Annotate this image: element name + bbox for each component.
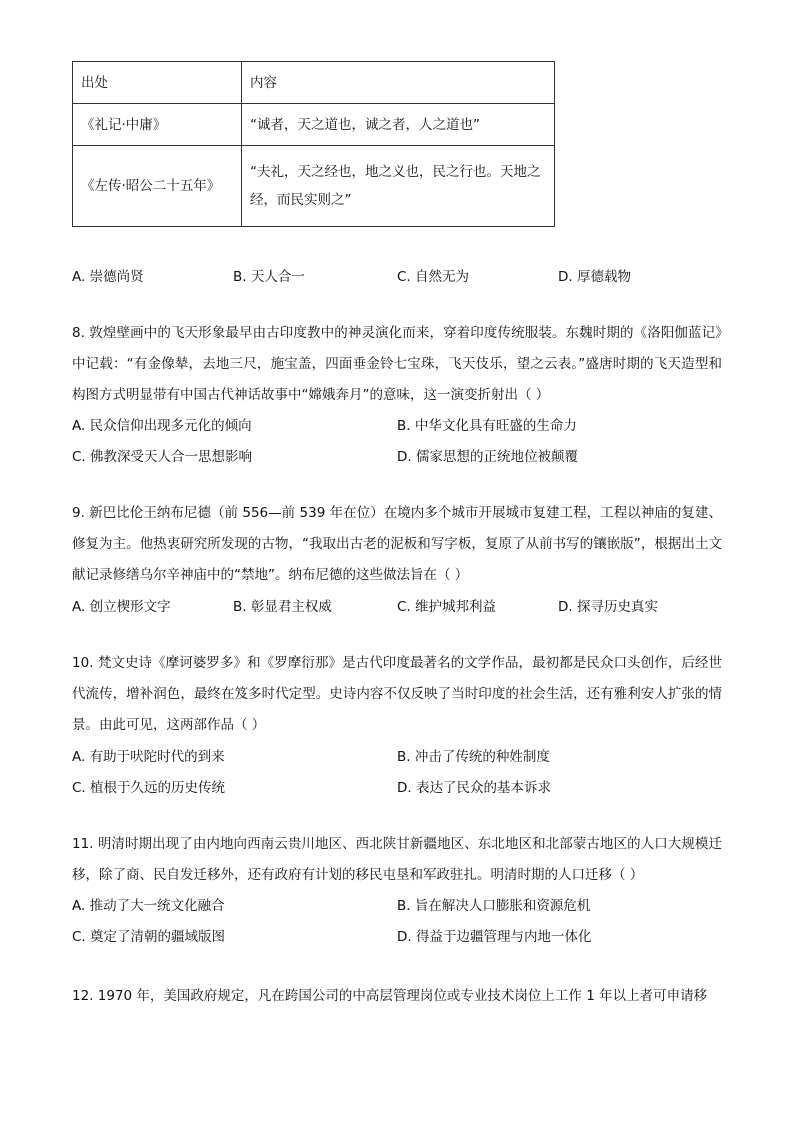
q7-options bbox=[72, 265, 722, 289]
q11-options bbox=[72, 925, 722, 949]
q7-option-c: C. 自然无为 bbox=[397, 269, 470, 285]
q10-option-d: D. 表达了民众的基本诉求 bbox=[397, 780, 551, 796]
table-row bbox=[73, 104, 555, 146]
q9-options bbox=[72, 595, 722, 619]
q11-options bbox=[72, 894, 722, 918]
table-header-source: 出处 bbox=[73, 62, 242, 104]
q8-stem: 8. 敦煌壁画中的飞天形象最早由古印度教中的神灵演化而来，穿着印度传统服装。东魏时期的《洛阳伽蓝记》中记载：“有金像辇，去地三尺，施宝盖，四面垂金铃七宝珠，飞天伎乐，望之云表。”盛唐时期的飞天造型和构图方式明显带有中国古代神话故事中“嫦娥奔月”的意味，这一演变折射出（ ） bbox=[72, 325, 722, 403]
table-header-row bbox=[73, 62, 555, 104]
q8-options bbox=[72, 414, 722, 438]
q7-option-d: D. 厚德载物 bbox=[558, 269, 631, 285]
q8-option-d: D. 儒家思想的正统地位被颠覆 bbox=[397, 449, 578, 465]
table-cell-source: 《礼记·中庸》 bbox=[73, 104, 242, 146]
q10-options bbox=[72, 776, 722, 800]
q11-option-b: B. 旨在解决人口膨胀和资源危机 bbox=[397, 898, 591, 914]
q10-option-b: B. 冲击了传统的种姓制度 bbox=[397, 749, 550, 765]
q9-option-b: B. 彰显君主权威 bbox=[233, 599, 332, 615]
q12-stem: 12. 1970 年，美国政府规定，凡在跨国公司的中高层管理岗位或专业技术岗位上工作 1 年以上者可申请移 bbox=[72, 988, 708, 1004]
q8-options bbox=[72, 445, 722, 469]
table-cell-content: “夫礼，天之经也，地之义也，民之行也。天地之经，而民实则之” bbox=[242, 146, 555, 227]
q8-option-a: A. 民众信仰出现多元化的倾向 bbox=[72, 418, 252, 434]
q7-option-b: B. 天人合一 bbox=[233, 269, 305, 285]
q11-stem: 11. 明清时期出现了由内地向西南云贵川地区、西北陕甘新疆地区、东北地区和北部蒙古地区的人口大规模迁移，除了商、民自发迁移外，还有政府有计划的移民屯垦和军政驻扎。明清时期的人口迁移（ ） bbox=[72, 836, 722, 883]
q11-option-a: A. 推动了大一统文化融合 bbox=[72, 898, 225, 914]
q11-option-c: C. 奠定了清朝的疆域版图 bbox=[72, 929, 226, 945]
q9-option-c: C. 维护城邦利益 bbox=[397, 599, 497, 615]
table-cell-content: “诚者，天之道也，诚之者，人之道也” bbox=[242, 104, 555, 146]
q10-stem: 10. 梵文史诗《摩诃婆罗多》和《罗摩衍那》是古代印度最著名的文学作品，最初都是民众口头创作，后经世代流传，增补润色，最终在笈多时代定型。史诗内容不仅反映了当时印度的社会生活，还有雅利安人扩张的情景。由此可见，这两部作品（ ） bbox=[72, 655, 722, 733]
q8-option-c: C. 佛教深受天人合一思想影响 bbox=[72, 449, 253, 465]
q10-options bbox=[72, 745, 722, 769]
table-cell-source: 《左传·昭公二十五年》 bbox=[73, 146, 242, 227]
q7-option-a: A. 崇德尚贤 bbox=[72, 269, 144, 285]
q9-option-a: A. 创立楔形文字 bbox=[72, 599, 171, 615]
q9-option-d: D. 探寻历史真实 bbox=[558, 599, 658, 615]
source-table bbox=[72, 61, 555, 227]
table-header-content: 内容 bbox=[242, 62, 555, 104]
q10-option-a: A. 有助于吠陀时代的到来 bbox=[72, 749, 225, 765]
table-row bbox=[73, 146, 555, 227]
q8-option-b: B. 中华文化具有旺盛的生命力 bbox=[397, 418, 577, 434]
q11-option-d: D. 得益于边疆管理与内地一体化 bbox=[397, 929, 592, 945]
q9-stem: 9. 新巴比伦王纳布尼德（前 556—前 539 年在位）在境内多个城市开展城市复建工程，工程以神庙的复建、修复为主。他热衷研究所发现的古物，“我取出古老的泥板和写字板，复原了从前书写的镶嵌版”，根据出土文献记录修缮乌尔辛神庙中的“禁地”。纳布尼德的这些做法旨在（ ） bbox=[72, 505, 722, 583]
q10-option-c: C. 植根于久远的历史传统 bbox=[72, 780, 226, 796]
